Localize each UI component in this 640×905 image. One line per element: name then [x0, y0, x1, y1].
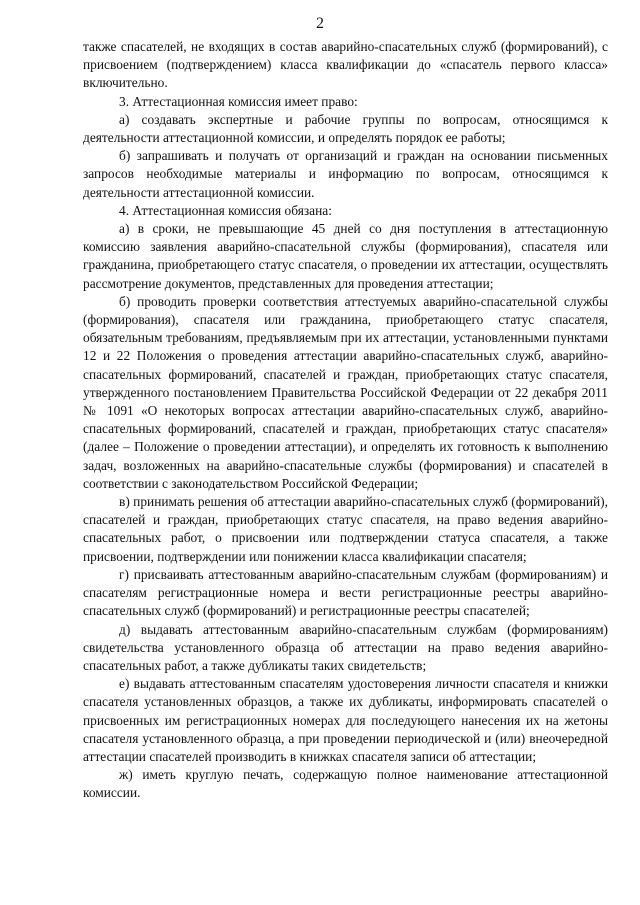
paragraph-4a: а) в сроки, не превышающие 45 дней со дня поступления в аттестационную комиссию заявления аварийно-спасательной службы (формирования), спасателя или гражданина, приобретающего статус спасателя, о проведении их аттестации, осуществлять рассмотрение документов, представленных для проведения аттестации;	[83, 221, 608, 291]
document-body	[83, 38, 608, 803]
paragraph-4v: в) принимать решения об аттестации аварийно-спасательных служб (формирований), спасателей и граждан, приобретающих статус спасателя, на право ведения аварийно-спасательных работ, о присвоении или подтверждении статуса спасателя, а также присвоении, подтверждении или понижении класса квалификации спасателя;	[83, 494, 608, 564]
paragraph-3a: а) создавать экспертные и рабочие группы по вопросам, относящимся к деятельности аттестационной комиссии, и определять порядок ее работы;	[83, 111, 608, 146]
paragraph-4b: б) проводить проверки соответствия аттестуемых аварийно-спасательной службы (формирования), спасателя или гражданина, приобретающего статус спасателя, обязательным требованиям, предъявляемым при их аттестации, установленными пунктами 12 и 22 Положения о проведения аттестации аварийно-спасательных служб, аварийно-спасательных формирований, спасателей и граждан, приобретающих статус спасателя, утвержденного постановлением Правительства Российской Федерации от 22 декабря 2011 № 1091 «О некоторых вопросах аттестации аварийно-спасательных служб, аварийно-спасательных формирований, спасателей и граждан, приобретающих статус спасателя» (далее – Положение о проведении аттестации), и определять их готовность к выполнению задач, возложенных на аварийно-спасательные службы (формирования) и спасателей в соответствии с законодательством Российской Федерации;	[83, 293, 608, 491]
paragraph-3b: б) запрашивать и получать от организаций и граждан на основании письменных запросов необходимые материалы и информацию по вопросам, относящимся к деятельности аттестационной комиссии.	[83, 148, 608, 200]
paragraph-4d: д) выдавать аттестованным аварийно-спасательным службам (формированиям) свидетельства установленного образца об аттестации на право ведения аварийно-спасательных работ, а также дубликаты таких свидетельств;	[83, 621, 608, 673]
paragraph-4g: г) присваивать аттестованным аварийно-спасательным службам (формированиям) и спасателям регистрационные номера и вести регистрационные реестры аварийно-спасательных служб (формирований) и регистрационные реестры спасателей;	[83, 566, 608, 619]
paragraph-4e: е) выдавать аттестованным спасателям удостоверения личности спасателя и книжки спасателя установленных образцов, а также их дубликаты, информировать спасателей о присвоенных им регистрационных номерах для последующего нанесения их на жетоны спасателя установленного образца, а при проведении периодической и (или) внеочередной аттестации спасателей производить в книжках спасателя записи об аттестации;	[83, 676, 608, 764]
paragraph-4zh: ж) иметь круглую печать, содержащую полное наименование аттестационной комиссии.	[83, 767, 608, 801]
page-number: 2	[316, 15, 324, 32]
paragraph-continuation: также спасателей, не входящих в состав аварийно-спасательных служб (формирований), с присвоением (подтверждением) класса квалификации до «спасатель первого класса» включительно.	[83, 39, 608, 91]
section-3-heading: 3. Аттестационная комиссия имеет право:	[119, 93, 358, 109]
section-4-heading: 4. Аттестационная комиссия обязана:	[119, 202, 332, 218]
